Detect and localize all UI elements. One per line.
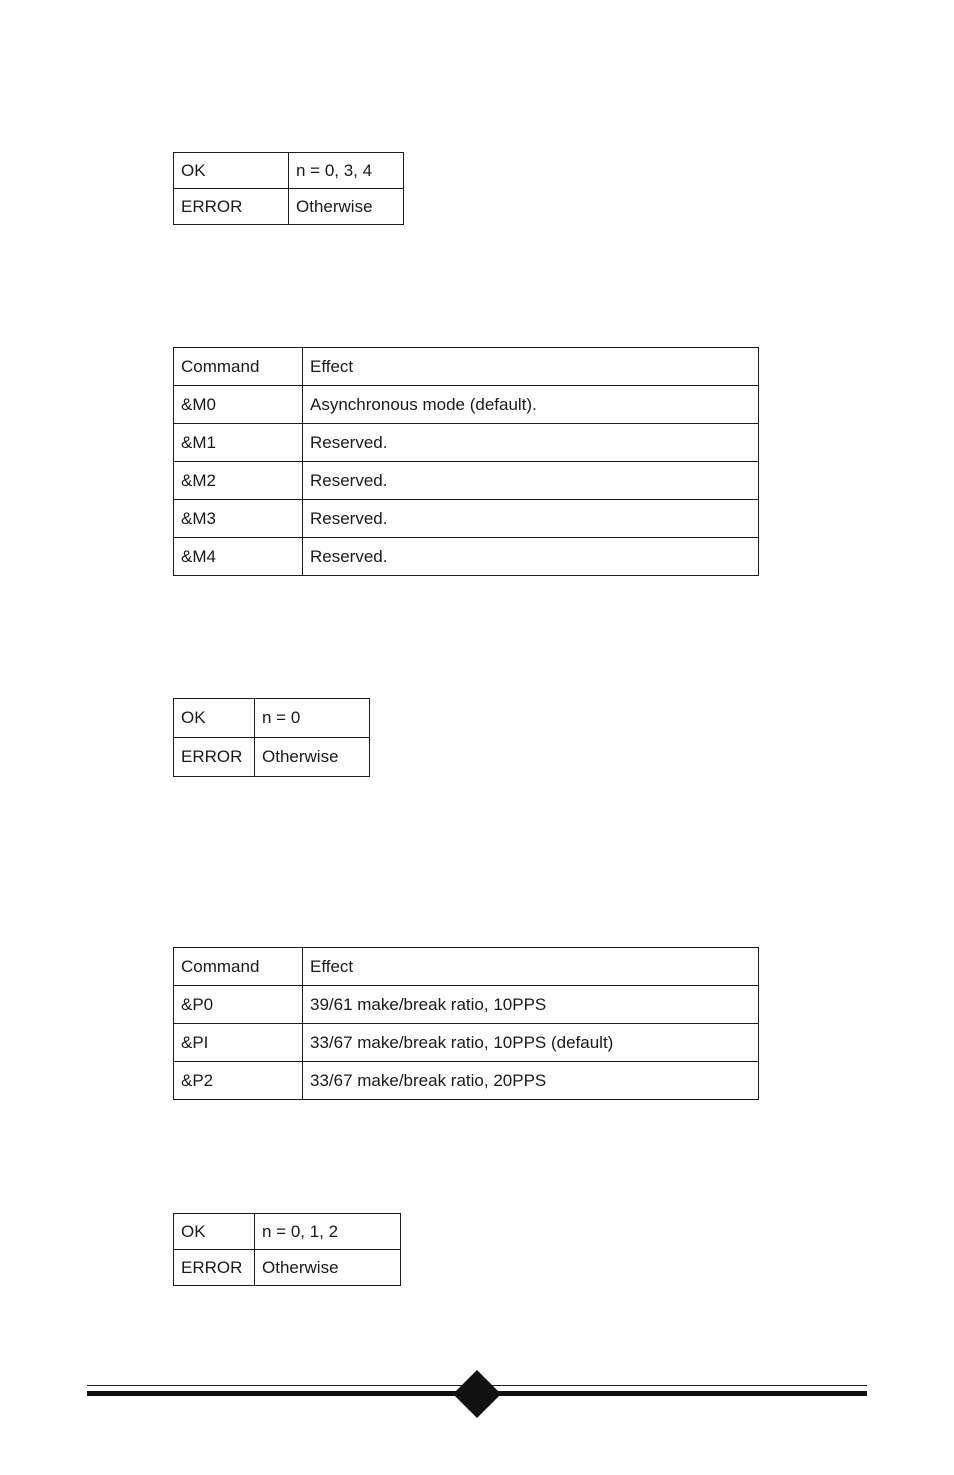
table-row (174, 462, 759, 500)
result-code-table-3 (173, 1213, 401, 1286)
table-row (174, 986, 759, 1024)
table-cell: &PI (174, 1024, 303, 1062)
column-header-command: Command (174, 348, 303, 386)
table-cell: OK (174, 699, 255, 738)
table-cell: &M1 (174, 424, 303, 462)
table-cell: Reserved. (303, 462, 759, 500)
table-row (174, 189, 404, 225)
table-cell: ERROR (174, 189, 289, 225)
table-cell: OK (174, 1214, 255, 1250)
footer-diamond-ornament (453, 1370, 501, 1418)
table-header-row (174, 348, 759, 386)
table-row (174, 1062, 759, 1100)
table-cell: Otherwise (255, 1250, 401, 1286)
table-cell: Reserved. (303, 500, 759, 538)
table-cell: ERROR (174, 738, 255, 777)
table-row (174, 153, 404, 189)
table-cell: &M3 (174, 500, 303, 538)
table-cell: n = 0 (255, 699, 370, 738)
table-row (174, 538, 759, 576)
table-row (174, 1250, 401, 1286)
table-cell: &M4 (174, 538, 303, 576)
command-effect-table-m (173, 347, 759, 576)
table-cell: ERROR (174, 1250, 255, 1286)
table-row (174, 424, 759, 462)
table-row (174, 738, 370, 777)
table-cell: 33/67 make/break ratio, 20PPS (303, 1062, 759, 1100)
table-cell: Otherwise (255, 738, 370, 777)
column-header-effect: Effect (303, 948, 759, 986)
table-cell: Asynchronous mode (default). (303, 386, 759, 424)
column-header-command: Command (174, 948, 303, 986)
table-cell: 33/67 make/break ratio, 10PPS (default) (303, 1024, 759, 1062)
column-header-effect: Effect (303, 348, 759, 386)
table-cell: &P2 (174, 1062, 303, 1100)
table-header-row (174, 948, 759, 986)
table-cell: &M0 (174, 386, 303, 424)
table-row (174, 500, 759, 538)
table-row (174, 1214, 401, 1250)
command-effect-table-p (173, 947, 759, 1100)
table-row (174, 386, 759, 424)
table-row (174, 699, 370, 738)
table-cell: n = 0, 3, 4 (289, 153, 404, 189)
table-cell: n = 0, 1, 2 (255, 1214, 401, 1250)
table-cell: Otherwise (289, 189, 404, 225)
result-code-table-2 (173, 698, 370, 777)
table-cell: Reserved. (303, 538, 759, 576)
table-row (174, 1024, 759, 1062)
table-cell: &P0 (174, 986, 303, 1024)
result-code-table-1 (173, 152, 404, 225)
table-cell: 39/61 make/break ratio, 10PPS (303, 986, 759, 1024)
table-cell: OK (174, 153, 289, 189)
table-cell: &M2 (174, 462, 303, 500)
table-cell: Reserved. (303, 424, 759, 462)
